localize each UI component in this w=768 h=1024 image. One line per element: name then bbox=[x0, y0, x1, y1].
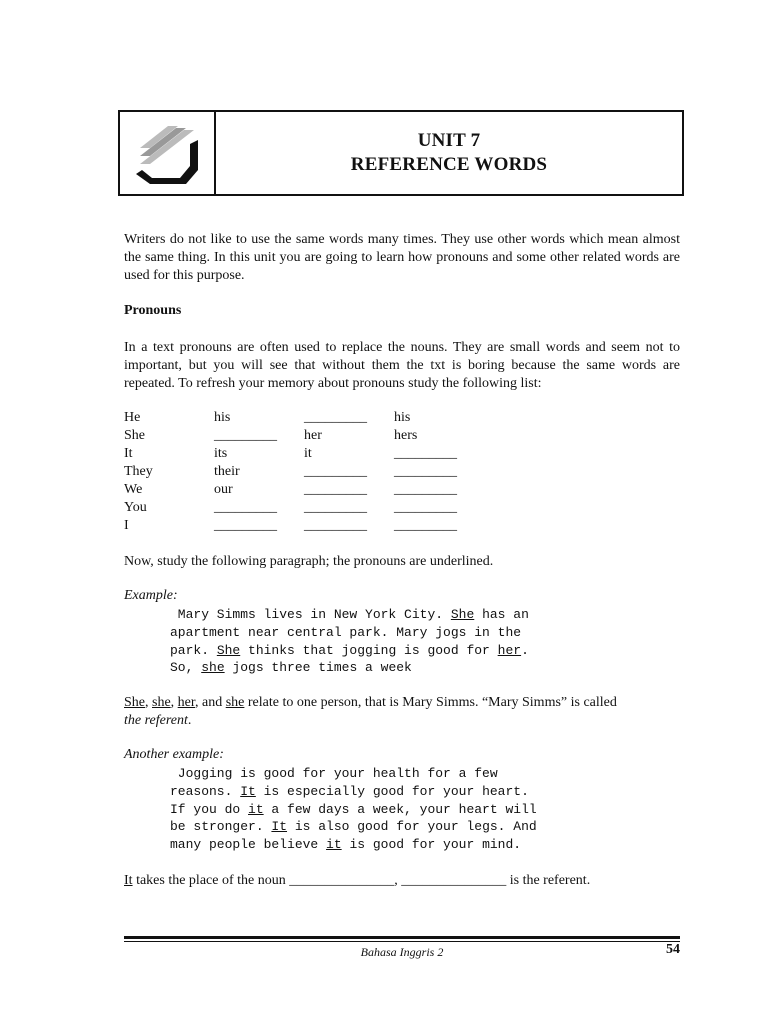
text-span: many people believe bbox=[170, 837, 327, 853]
underlined-pronoun: She bbox=[216, 642, 241, 658]
underlined-pronoun: she bbox=[152, 695, 171, 710]
study-instruction: Now, study the following paragraph; the pronouns are underlined. bbox=[124, 554, 494, 569]
table-cell: She bbox=[124, 428, 145, 443]
table-cell: _________ bbox=[214, 428, 277, 443]
underlined-pronoun: her bbox=[177, 695, 195, 710]
referent-note bbox=[124, 694, 680, 730]
underlined-pronoun: it bbox=[248, 801, 264, 817]
example-line: Jogging is good for your health for a few bbox=[170, 766, 498, 781]
text-span: So, bbox=[170, 660, 202, 676]
table-cell: _________ bbox=[394, 500, 457, 515]
text-span: be stronger. bbox=[170, 819, 272, 835]
pronoun-table bbox=[124, 409, 484, 535]
table-cell: _________ bbox=[304, 410, 367, 425]
table-cell: It bbox=[124, 446, 133, 461]
table-cell: You bbox=[124, 500, 147, 515]
page-number: 54 bbox=[666, 942, 680, 957]
final-exercise-line bbox=[124, 872, 680, 890]
table-cell: They bbox=[124, 464, 153, 479]
table-cell: _________ bbox=[394, 482, 457, 497]
example-line bbox=[170, 659, 600, 677]
table-cell: _________ bbox=[304, 500, 367, 515]
text-span: , bbox=[145, 695, 152, 710]
text-span: , and bbox=[195, 695, 226, 710]
text-span: If you do bbox=[170, 801, 249, 817]
table-cell: her bbox=[304, 428, 322, 443]
text-span: is especially good for your heart. bbox=[255, 783, 529, 799]
underlined-pronoun: She bbox=[450, 607, 475, 622]
another-example-paragraph bbox=[170, 765, 600, 854]
table-cell: We bbox=[124, 482, 143, 497]
referent-term: the referent bbox=[124, 713, 188, 728]
footer-book-title: Bahasa Inggris 2 bbox=[360, 945, 444, 959]
text-span: is good for your mind. bbox=[341, 837, 522, 853]
logo-cell bbox=[120, 112, 216, 194]
text-span: a few days a week, your heart will bbox=[263, 801, 537, 817]
intro-paragraph: Writers do not like to use the same words many times. They use other words which mean almost the same thing. In this unit you are going to learn how pronouns and some other related words are used for this purpose. bbox=[124, 232, 680, 283]
example-line bbox=[170, 642, 600, 660]
underlined-pronoun: It bbox=[124, 873, 133, 888]
footer-rule bbox=[124, 936, 680, 939]
example-line bbox=[170, 801, 600, 819]
text-span: relate to one person, that is Mary Simms. “Mary Simms” is called bbox=[244, 695, 617, 710]
table-cell: hers bbox=[394, 428, 418, 443]
table-cell: I bbox=[124, 518, 129, 533]
table-cell: He bbox=[124, 410, 141, 425]
text-span: has an bbox=[474, 607, 529, 622]
table-cell: our bbox=[214, 482, 233, 497]
table-cell: _________ bbox=[214, 500, 277, 515]
underlined-pronoun: it bbox=[326, 837, 342, 853]
table-cell: _________ bbox=[214, 518, 277, 533]
table-cell: _________ bbox=[304, 464, 367, 479]
table-cell: _________ bbox=[394, 518, 457, 533]
unit-number: UNIT 7 bbox=[417, 130, 481, 151]
footer-rule-thin bbox=[124, 941, 680, 942]
pronouns-heading: Pronouns bbox=[124, 303, 182, 318]
underlined-pronoun: It bbox=[271, 819, 288, 835]
table-cell: his bbox=[394, 410, 411, 425]
example-line bbox=[170, 818, 600, 836]
text-span: jogs three times a week bbox=[224, 660, 412, 676]
text-span: is also good for your legs. And bbox=[287, 819, 537, 835]
underlined-pronoun: It bbox=[240, 783, 256, 799]
pronouns-intro-paragraph: In a text pronouns are often used to replace the nouns. They are small words and seem not to important, but you will see that without them the txt is boring because the same words are repeated. To refresh your memory about pronouns study the following list: bbox=[124, 340, 680, 391]
example-label: Example: bbox=[124, 588, 178, 603]
underlined-pronoun: She bbox=[124, 695, 145, 710]
table-cell: their bbox=[214, 464, 240, 479]
another-example-label: Another example: bbox=[124, 747, 224, 762]
table-cell: _________ bbox=[394, 446, 457, 461]
underlined-pronoun: she bbox=[201, 660, 225, 676]
underlined-pronoun: her bbox=[497, 642, 522, 658]
example-line bbox=[170, 606, 600, 624]
example-paragraph bbox=[170, 606, 600, 677]
example-line bbox=[170, 783, 600, 801]
text-span: . bbox=[521, 642, 529, 658]
table-row bbox=[124, 409, 484, 427]
table-cell: his bbox=[214, 410, 231, 425]
text-span: Mary Simms lives in New York City. bbox=[170, 607, 451, 622]
unit-header-box bbox=[118, 110, 684, 196]
table-cell: _________ bbox=[304, 518, 367, 533]
text-span: park. bbox=[170, 642, 217, 658]
example-line: apartment near central park. Mary jogs in the bbox=[170, 624, 522, 640]
unit-title: REFERENCE WORDS bbox=[350, 154, 548, 175]
table-cell: _________ bbox=[394, 464, 457, 479]
table-cell: its bbox=[214, 446, 228, 461]
underlined-pronoun: she bbox=[225, 695, 245, 710]
example-line bbox=[170, 836, 600, 854]
table-cell: _________ bbox=[304, 482, 367, 497]
text-span: , bbox=[170, 695, 178, 710]
table-row bbox=[124, 427, 484, 445]
table-cell: it bbox=[304, 446, 312, 461]
table-row bbox=[124, 481, 484, 499]
title-cell bbox=[216, 112, 682, 194]
text-span: takes the place of the noun _______________, _______________ is the referent. bbox=[132, 873, 591, 888]
table-row bbox=[124, 517, 484, 535]
text-span: reasons. bbox=[170, 783, 241, 799]
text-span: . bbox=[187, 713, 192, 728]
table-row bbox=[124, 463, 484, 481]
table-row bbox=[124, 445, 484, 463]
table-row bbox=[124, 499, 484, 517]
book-logo-icon bbox=[132, 120, 202, 186]
text-span: thinks that jogging is good for bbox=[240, 642, 498, 658]
